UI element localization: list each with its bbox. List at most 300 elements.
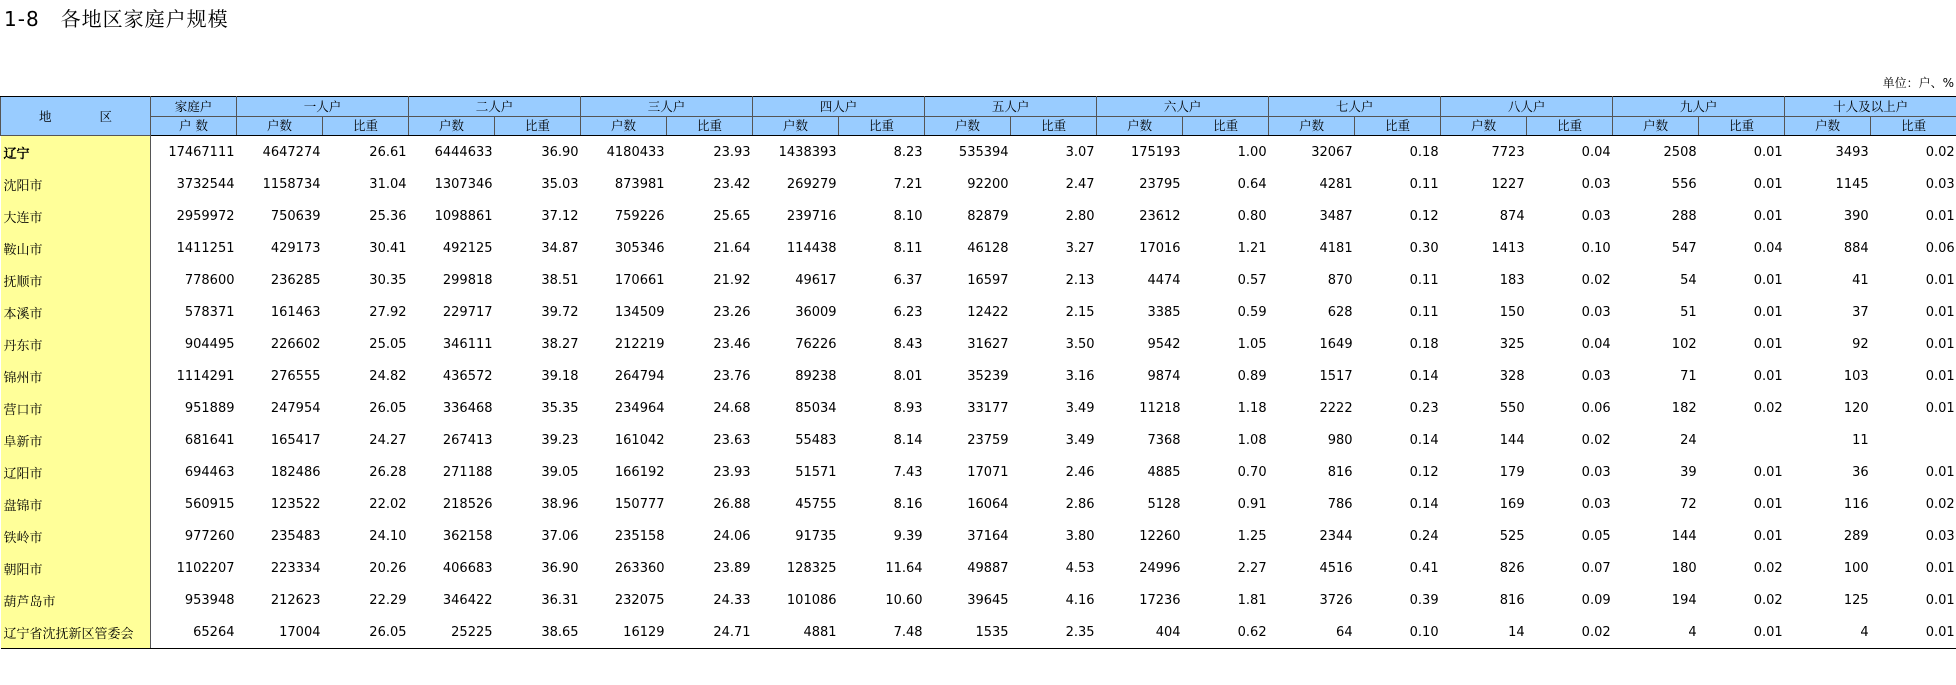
ratio-cell: 2.27: [1237, 560, 1267, 576]
count-cell: 3726: [1319, 592, 1353, 608]
table-row: [1, 424, 1956, 456]
households-cell: 3732544: [176, 176, 235, 192]
count-cell: 37164: [967, 528, 1009, 544]
ratio-cell: 3.07: [1065, 144, 1095, 160]
count-cell: 7723: [1491, 144, 1525, 160]
count-cell: 150777: [614, 496, 665, 512]
count-cell: 2508: [1663, 144, 1697, 160]
ratio-cell: 0.01: [1753, 176, 1783, 192]
ratio-header: 比重: [1355, 117, 1441, 136]
count-cell: 116: [1843, 496, 1869, 512]
count-cell: 3385: [1147, 304, 1181, 320]
ratio-cell: 0.57: [1237, 272, 1267, 288]
ratio-cell: 0.23: [1409, 400, 1439, 416]
group-header: 五人户: [925, 97, 1097, 117]
count-cell: 161042: [614, 432, 665, 448]
ratio-cell: 0.04: [1581, 144, 1611, 160]
count-cell: 1098861: [434, 208, 493, 224]
table-row: [1, 200, 1956, 232]
ratio-cell: 39.18: [541, 368, 579, 384]
count-cell: 134509: [614, 304, 665, 320]
count-cell: 101086: [786, 592, 837, 608]
ratio-cell: 0.30: [1409, 240, 1439, 256]
table-row: [1, 136, 1956, 169]
count-cell: 23759: [967, 432, 1009, 448]
ratio-cell: 27.92: [369, 304, 407, 320]
group-header: 三人户: [581, 97, 753, 117]
table-row: [1, 264, 1956, 296]
count-cell: 404: [1097, 616, 1183, 649]
count-cell: 346422: [442, 592, 493, 608]
ratio-cell: 7.21: [893, 176, 923, 192]
count-cell: 535394: [958, 144, 1009, 160]
ratio-cell: 23.76: [713, 368, 751, 384]
ratio-cell: 3.27: [1065, 240, 1095, 256]
count-cell: 628: [1327, 304, 1353, 320]
ratio-cell: 26.28: [369, 464, 407, 480]
ratio-cell: 0.03: [1581, 496, 1611, 512]
count-cell: 226602: [270, 336, 321, 352]
count-cell: 325: [1499, 336, 1525, 352]
count-cell: 1227: [1491, 176, 1525, 192]
table-row: [1, 232, 1956, 264]
region-name-cell: 葫芦岛市: [1, 584, 151, 616]
table-row: [1, 392, 1956, 424]
ratio-cell: 0.39: [1409, 592, 1439, 608]
count-cell: 759226: [614, 208, 665, 224]
ratio-cell: 0.01: [1925, 400, 1955, 416]
count-cell: 25225: [409, 616, 495, 649]
ratio-cell: 0.01: [1925, 464, 1955, 480]
ratio-cell: 36.90: [541, 144, 579, 160]
table-body: [1, 136, 1956, 649]
count-cell: 305346: [614, 240, 665, 256]
count-cell: 150: [1499, 304, 1525, 320]
households-cell: 681641: [184, 432, 235, 448]
count-cell: 179: [1499, 464, 1525, 480]
table-row: [1, 456, 1956, 488]
ratio-cell: 23.26: [713, 304, 751, 320]
ratio-cell: 25.36: [369, 208, 407, 224]
ratio-cell: 0.14: [1409, 496, 1439, 512]
ratio-cell: 0.01: [1871, 616, 1956, 649]
count-cell: 55483: [795, 432, 837, 448]
table-header: [1, 97, 1956, 136]
ratio-cell: 0.03: [1925, 528, 1955, 544]
ratio-cell: 36.31: [541, 592, 579, 608]
count-cell: 4647274: [262, 144, 321, 160]
ratio-cell: 4.53: [1065, 560, 1095, 576]
ratio-cell: 38.65: [495, 616, 581, 649]
ratio-cell: 0.02: [1581, 272, 1611, 288]
households-cell: 17467111: [168, 144, 235, 160]
ratio-cell: 37.12: [541, 208, 579, 224]
region-name-cell: 大连市: [1, 200, 151, 232]
ratio-cell: 35.35: [541, 400, 579, 416]
count-cell: 128325: [786, 560, 837, 576]
households-cell: 977260: [184, 528, 235, 544]
count-cell: 276555: [270, 368, 321, 384]
ratio-cell: 8.14: [893, 432, 923, 448]
table-row: [1, 520, 1956, 552]
ratio-cell: 2.13: [1065, 272, 1095, 288]
ratio-cell: 0.01: [1753, 368, 1783, 384]
count-header: 户数: [581, 117, 667, 136]
ratio-cell: 3.49: [1065, 432, 1095, 448]
ratio-cell: [1699, 424, 1785, 456]
count-cell: 1649: [1319, 336, 1353, 352]
ratio-cell: 0.14: [1409, 368, 1439, 384]
count-cell: 406683: [442, 560, 493, 576]
ratio-cell: 24.71: [667, 616, 753, 649]
ratio-cell: 0.02: [1925, 496, 1955, 512]
ratio-cell: 20.26: [369, 560, 407, 576]
count-cell: 4181: [1319, 240, 1353, 256]
ratio-cell: 31.04: [369, 176, 407, 192]
count-cell: 31627: [967, 336, 1009, 352]
count-cell: 36: [1852, 464, 1869, 480]
ratio-cell: 2.80: [1065, 208, 1095, 224]
count-cell: 180: [1671, 560, 1697, 576]
ratio-cell: 8.43: [893, 336, 923, 352]
count-cell: 550: [1499, 400, 1525, 416]
group-header: 十人及以上户: [1785, 97, 1956, 117]
households-cell: 953948: [184, 592, 235, 608]
count-cell: 429173: [270, 240, 321, 256]
households-cell: 1114291: [176, 368, 235, 384]
ratio-cell: 23.93: [713, 144, 751, 160]
count-cell: 51: [1680, 304, 1697, 320]
ratio-cell: 39.72: [541, 304, 579, 320]
ratio-cell: 1.08: [1237, 432, 1267, 448]
count-header: 户数: [1613, 117, 1699, 136]
count-cell: 235158: [614, 528, 665, 544]
count-cell: 85034: [795, 400, 837, 416]
count-cell: 17016: [1139, 240, 1181, 256]
count-cell: 54: [1680, 272, 1697, 288]
ratio-cell: 1.21: [1237, 240, 1267, 256]
ratio-cell: 0.05: [1581, 528, 1611, 544]
count-cell: 9874: [1147, 368, 1181, 384]
ratio-header: 比重: [1011, 117, 1097, 136]
count-cell: 390: [1843, 208, 1869, 224]
ratio-cell: 0.02: [1527, 616, 1613, 649]
table-row: [1, 488, 1956, 520]
ratio-cell: 24.68: [713, 400, 751, 416]
ratio-cell: 0.03: [1581, 464, 1611, 480]
ratio-cell: 0.89: [1237, 368, 1267, 384]
ratio-cell: 21.64: [713, 240, 751, 256]
ratio-cell: 26.61: [369, 144, 407, 160]
count-cell: 229717: [442, 304, 493, 320]
ratio-cell: 0.10: [1355, 616, 1441, 649]
region-name-cell: 辽阳市: [1, 456, 151, 488]
count-cell: 161463: [270, 304, 321, 320]
count-cell: 100: [1843, 560, 1869, 576]
ratio-cell: 38.51: [541, 272, 579, 288]
ratio-cell: 0.01: [1925, 336, 1955, 352]
count-cell: 212219: [614, 336, 665, 352]
ratio-cell: 0.62: [1183, 616, 1269, 649]
count-cell: 12260: [1139, 528, 1181, 544]
count-cell: 234964: [614, 400, 665, 416]
ratio-cell: 39.05: [541, 464, 579, 480]
ratio-cell: 3.16: [1065, 368, 1095, 384]
ratio-cell: 24.06: [713, 528, 751, 544]
count-cell: 72: [1680, 496, 1697, 512]
ratio-cell: 2.47: [1065, 176, 1095, 192]
count-cell: 264794: [614, 368, 665, 384]
ratio-cell: 0.02: [1753, 592, 1783, 608]
count-cell: 212623: [270, 592, 321, 608]
ratio-cell: 0.06: [1581, 400, 1611, 416]
ratio-cell: 24.33: [713, 592, 751, 608]
ratio-cell: 38.96: [541, 496, 579, 512]
ratio-header: 比重: [1699, 117, 1785, 136]
ratio-cell: 8.10: [893, 208, 923, 224]
ratio-cell: 9.39: [893, 528, 923, 544]
count-cell: 32067: [1311, 144, 1353, 160]
ratio-cell: 24.82: [369, 368, 407, 384]
group-header: 六人户: [1097, 97, 1269, 117]
ratio-cell: 0.04: [1753, 240, 1783, 256]
ratio-cell: 2.86: [1065, 496, 1095, 512]
ratio-cell: 0.91: [1237, 496, 1267, 512]
count-cell: 289: [1843, 528, 1869, 544]
ratio-header: 比重: [1183, 117, 1269, 136]
region-name-cell: 朝阳市: [1, 552, 151, 584]
count-cell: 4180433: [606, 144, 665, 160]
group-header: 七人户: [1269, 97, 1441, 117]
count-cell: 12422: [967, 304, 1009, 320]
ratio-cell: 0.02: [1753, 560, 1783, 576]
table-row: [1, 552, 1956, 584]
count-cell: 170661: [614, 272, 665, 288]
count-cell: 165417: [270, 432, 321, 448]
count-cell: 4516: [1319, 560, 1353, 576]
count-cell: 232075: [614, 592, 665, 608]
ratio-cell: 26.88: [713, 496, 751, 512]
households-count-header: 户 数: [151, 117, 237, 136]
count-cell: 1517: [1319, 368, 1353, 384]
ratio-cell: 0.11: [1409, 176, 1439, 192]
count-cell: 826: [1499, 560, 1525, 576]
region-name-cell: 辽宁: [1, 136, 151, 169]
ratio-cell: 0.01: [1753, 464, 1783, 480]
ratio-cell: 0.12: [1409, 464, 1439, 480]
count-header: 户数: [1269, 117, 1355, 136]
count-cell: 16597: [967, 272, 1009, 288]
ratio-cell: 35.03: [541, 176, 579, 192]
count-cell: 3487: [1319, 208, 1353, 224]
count-cell: 36009: [795, 304, 837, 320]
count-cell: 4: [1785, 616, 1871, 649]
count-cell: 24996: [1139, 560, 1181, 576]
ratio-header: 比重: [667, 117, 753, 136]
ratio-cell: 0.41: [1409, 560, 1439, 576]
ratio-cell: 39.23: [541, 432, 579, 448]
count-cell: 236285: [270, 272, 321, 288]
table-row: [1, 168, 1956, 200]
count-cell: 125: [1843, 592, 1869, 608]
count-cell: 4281: [1319, 176, 1353, 192]
count-cell: 76226: [795, 336, 837, 352]
region-name-cell: 本溪市: [1, 296, 151, 328]
count-cell: 33177: [967, 400, 1009, 416]
region-header: 地 区: [1, 97, 151, 136]
ratio-cell: 8.01: [893, 368, 923, 384]
ratio-cell: 2.35: [1011, 616, 1097, 649]
ratio-cell: 8.11: [893, 240, 923, 256]
count-cell: 39645: [967, 592, 1009, 608]
count-cell: 16064: [967, 496, 1009, 512]
ratio-header: 比重: [323, 117, 409, 136]
count-cell: 17071: [967, 464, 1009, 480]
count-cell: 114438: [786, 240, 837, 256]
count-cell: 1438393: [778, 144, 837, 160]
count-cell: 92200: [967, 176, 1009, 192]
count-cell: 144: [1671, 528, 1697, 544]
count-cell: 874: [1499, 208, 1525, 224]
ratio-cell: 0.10: [1581, 240, 1611, 256]
count-cell: 49617: [795, 272, 837, 288]
count-cell: 870: [1327, 272, 1353, 288]
count-header: 户数: [409, 117, 495, 136]
ratio-cell: 0.18: [1409, 144, 1439, 160]
ratio-cell: 1.81: [1237, 592, 1267, 608]
ratio-cell: 0.03: [1581, 176, 1611, 192]
ratio-cell: 23.42: [713, 176, 751, 192]
count-cell: 11218: [1139, 400, 1181, 416]
group-header: 四人户: [753, 97, 925, 117]
ratio-cell: 6.23: [893, 304, 923, 320]
ratio-cell: 36.90: [541, 560, 579, 576]
count-cell: 328: [1499, 368, 1525, 384]
ratio-cell: 0.01: [1753, 272, 1783, 288]
households-cell: 578371: [184, 304, 235, 320]
table-row: [1, 296, 1956, 328]
ratio-cell: 0.07: [1581, 560, 1611, 576]
households-cell: 1102207: [176, 560, 235, 576]
ratio-cell: 1.25: [1237, 528, 1267, 544]
ratio-cell: 23.46: [713, 336, 751, 352]
region-name-cell: 鞍山市: [1, 232, 151, 264]
ratio-cell: 0.01: [1753, 336, 1783, 352]
count-cell: 980: [1327, 432, 1353, 448]
ratio-cell: 0.01: [1925, 368, 1955, 384]
count-cell: 786: [1327, 496, 1353, 512]
table-row: [1, 328, 1956, 360]
ratio-cell: 0.24: [1409, 528, 1439, 544]
ratio-cell: 23.89: [713, 560, 751, 576]
household-size-table: [0, 96, 1956, 649]
count-header: 户数: [237, 117, 323, 136]
count-cell: 71: [1680, 368, 1697, 384]
count-cell: 14: [1441, 616, 1527, 649]
ratio-cell: 2.15: [1065, 304, 1095, 320]
ratio-cell: 4.16: [1065, 592, 1095, 608]
count-cell: 235483: [270, 528, 321, 544]
count-header: 户数: [753, 117, 839, 136]
count-cell: 183: [1499, 272, 1525, 288]
header-row-groups: [1, 97, 1956, 117]
count-cell: 239716: [786, 208, 837, 224]
count-cell: 17004: [237, 616, 323, 649]
ratio-cell: 23.93: [713, 464, 751, 480]
count-cell: 16129: [581, 616, 667, 649]
ratio-cell: 25.05: [369, 336, 407, 352]
count-cell: 194: [1671, 592, 1697, 608]
count-cell: 362158: [442, 528, 493, 544]
count-cell: 2344: [1319, 528, 1353, 544]
ratio-cell: 0.01: [1925, 592, 1955, 608]
count-cell: 4881: [753, 616, 839, 649]
count-cell: 169: [1499, 496, 1525, 512]
ratio-cell: 10.60: [885, 592, 923, 608]
count-cell: 492125: [442, 240, 493, 256]
count-cell: 223334: [270, 560, 321, 576]
ratio-cell: 0.09: [1581, 592, 1611, 608]
count-cell: 45755: [795, 496, 837, 512]
count-cell: 49887: [967, 560, 1009, 576]
count-cell: 247954: [270, 400, 321, 416]
ratio-cell: 22.02: [369, 496, 407, 512]
count-cell: 1413: [1491, 240, 1525, 256]
count-header: 户数: [1785, 117, 1871, 136]
count-cell: 436572: [442, 368, 493, 384]
ratio-cell: 3.80: [1065, 528, 1095, 544]
ratio-cell: 8.16: [893, 496, 923, 512]
households-cell: 904495: [184, 336, 235, 352]
ratio-cell: 0.14: [1409, 432, 1439, 448]
group-header: 八人户: [1441, 97, 1613, 117]
ratio-cell: 0.02: [1581, 432, 1611, 448]
ratio-cell: 0.04: [1581, 336, 1611, 352]
ratio-cell: 0.01: [1925, 272, 1955, 288]
group-header: 二人户: [409, 97, 581, 117]
ratio-cell: 26.05: [369, 400, 407, 416]
count-cell: 346111: [442, 336, 493, 352]
ratio-cell: 2.46: [1065, 464, 1095, 480]
count-cell: 82879: [967, 208, 1009, 224]
households-cell: 560915: [184, 496, 235, 512]
count-cell: 182: [1671, 400, 1697, 416]
count-cell: 166192: [614, 464, 665, 480]
ratio-cell: 34.87: [541, 240, 579, 256]
count-cell: 7368: [1147, 432, 1181, 448]
count-cell: 175193: [1130, 144, 1181, 160]
region-name-cell: 沈阳市: [1, 168, 151, 200]
count-header: 户数: [1097, 117, 1183, 136]
ratio-cell: 0.70: [1237, 464, 1267, 480]
ratio-cell: 0.12: [1409, 208, 1439, 224]
region-name-cell: 铁岭市: [1, 520, 151, 552]
ratio-cell: 0.01: [1753, 208, 1783, 224]
ratio-cell: 0.01: [1699, 616, 1785, 649]
ratio-cell: 38.27: [541, 336, 579, 352]
count-cell: 1145: [1835, 176, 1869, 192]
count-cell: 23795: [1139, 176, 1181, 192]
count-cell: 144: [1499, 432, 1525, 448]
count-cell: 9542: [1147, 336, 1181, 352]
ratio-cell: 0.02: [1753, 400, 1783, 416]
households-cell: 951889: [184, 400, 235, 416]
count-cell: 5128: [1147, 496, 1181, 512]
households-cell: 778600: [184, 272, 235, 288]
table-row: [1, 584, 1956, 616]
ratio-cell: 30.41: [369, 240, 407, 256]
region-name-cell: 抚顺市: [1, 264, 151, 296]
